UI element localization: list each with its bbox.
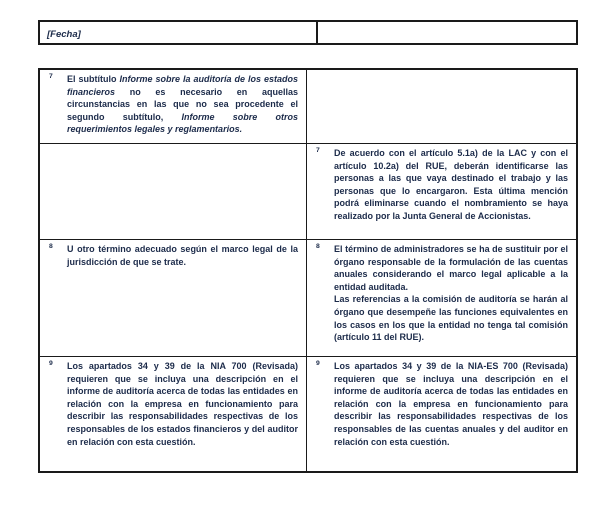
footnote-7-left (40, 70, 306, 138)
footnote-row-7-left (39, 69, 577, 144)
footnote-number-8: 8 (49, 243, 53, 250)
footnote-7-right (307, 144, 576, 225)
cell-fn8-right (307, 240, 578, 357)
footnote-number-7: 7 (316, 147, 320, 154)
cell-fn9-left (39, 357, 307, 473)
footnote-paragraph: Las referencias a la comisión de auditoría se harán al órgano que desempeñe las funciones equivalentes en los casos en los que la entidad no tenga tal comisión (artículo 11 del RUE). (334, 294, 568, 343)
footnote-text: De acuerdo con el artículo 5.1a) de la LAC y con el artículo 10.2a) del RUE, deberán identificarse las personas a las que vaya destinado el trabajo y las personas que lo encargaron. Esta última mención podrá eliminarse cuando el nombramiento se haya realizado por la Junta General de Accionistas. (334, 148, 568, 221)
cell-empty (307, 69, 578, 144)
date-cell (39, 21, 317, 44)
footnote-text-segment: no es necesario en aquellas circunstancias en las que no sea procedente el segundo subtítulo, (67, 86, 298, 122)
footnote-text-segment-italic: Informe sobre otros requerimientos legales y reglamentarios. (67, 111, 298, 135)
footnote-number-9: 9 (316, 360, 320, 367)
footnote-paragraph: El término de administradores se ha de sustituir por el órgano responsable de la formulación de las cuentas anuales considerando el marco legal aplicable a la entidad auditada. (334, 244, 568, 292)
cell-fn8-left (39, 240, 307, 357)
footnote-9-left (40, 357, 306, 450)
footnote-9-right (307, 357, 576, 450)
footnote-text-segment: El subtítulo (67, 74, 120, 84)
date-empty-cell (317, 21, 577, 44)
footnote-text: Los apartados 34 y 39 de la NIA 700 (Revisada) requieren que se incluya una descripción en el informe de auditoría acerca de todas las entidades en relación con la empresa en funcionamiento para describir las responsabilidades respectivas de los responsables de los estados financieros y del auditor en relación con esta cuestión. (67, 361, 298, 447)
cell-fn9-right (307, 357, 578, 473)
footnote-row-8 (39, 240, 577, 357)
footnote-8-left (40, 240, 306, 270)
footnote-number-8: 8 (316, 243, 320, 250)
footnote-8-right (307, 240, 576, 346)
footnote-text-segment-italic: Informe sobre la auditoría de los estados financieros (67, 74, 298, 97)
date-row (39, 21, 577, 44)
footnote-text: U otro término adecuado según el marco legal de la jurisdicción de que se trate. (67, 244, 298, 267)
footnote-number-7: 7 (49, 73, 53, 80)
cell-empty (39, 144, 307, 240)
footnotes-table (38, 68, 578, 473)
cell-fn7-right (307, 144, 578, 240)
date-table (38, 20, 578, 45)
footnote-text: Los apartados 34 y 39 de la NIA-ES 700 (Revisada) requieren que se incluya una descripción en el informe de auditoría acerca de todas las entidades en relación con la empresa en funcionamiento para describir las responsabilidades respectivas de los responsables de las cuentas anuales y del auditor en relación con esta cuestión. (334, 361, 568, 447)
footnote-number-9: 9 (49, 360, 53, 367)
footnote-row-7-right (39, 144, 577, 240)
footnote-row-9 (39, 357, 577, 473)
date-placeholder: [Fecha] (47, 28, 81, 40)
cell-fn7-left (39, 69, 307, 144)
